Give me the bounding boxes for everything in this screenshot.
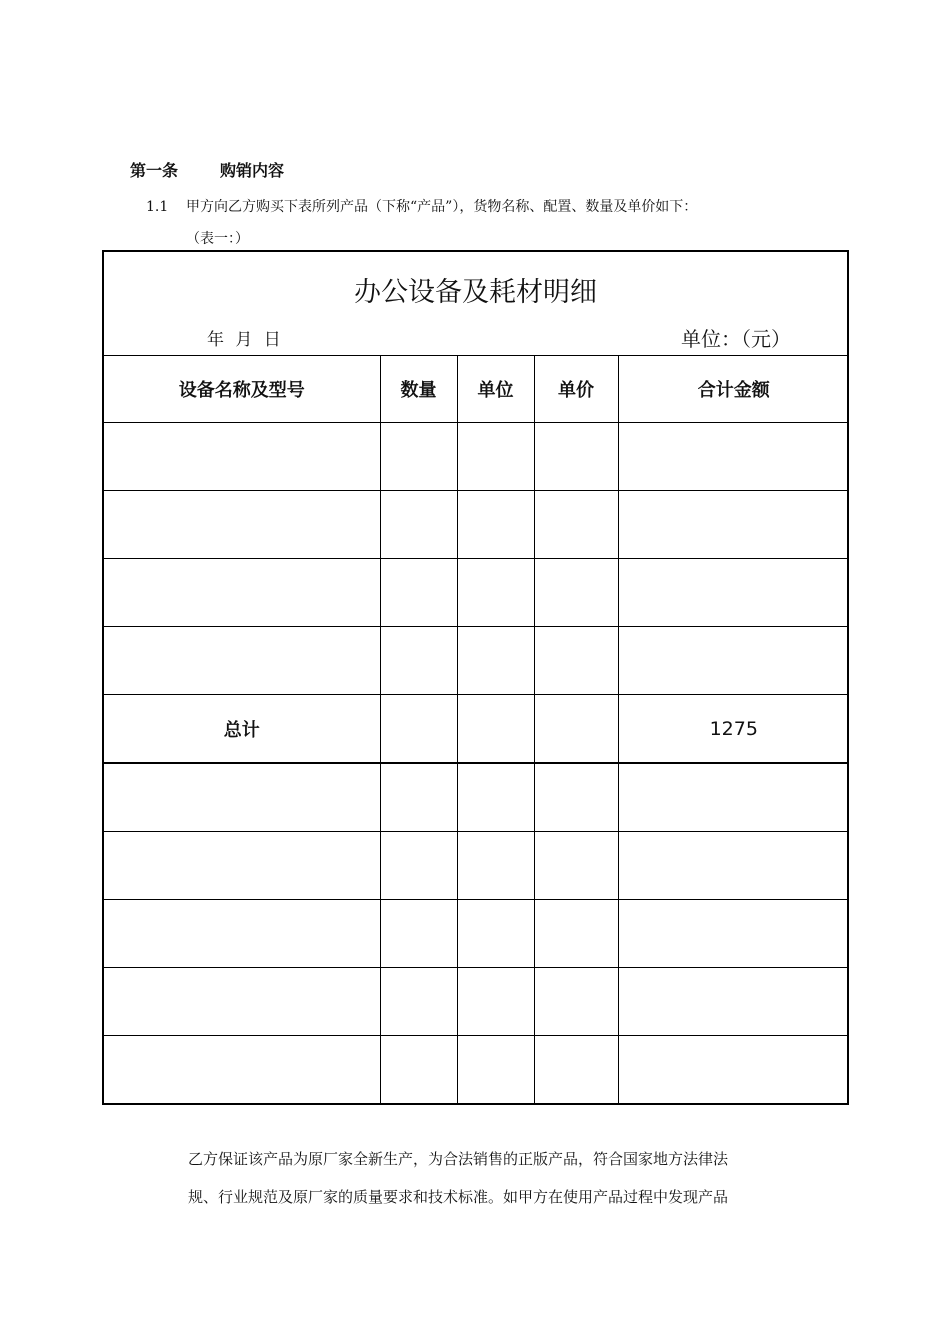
table-cell — [457, 1036, 534, 1104]
section-heading — [130, 158, 284, 181]
table-cell — [534, 763, 618, 832]
table-header-row — [104, 355, 849, 423]
table-cell — [380, 627, 457, 695]
table-date: 年 月 日 — [207, 330, 281, 350]
table-cell — [380, 559, 457, 627]
warranty-paragraph — [188, 1140, 808, 1216]
table-cell — [534, 491, 618, 559]
equipment-table — [102, 250, 849, 1105]
table-cell — [618, 559, 849, 627]
table-cell — [380, 423, 457, 491]
table-cell — [457, 695, 534, 764]
table-row — [104, 627, 849, 695]
table-cell — [534, 1036, 618, 1104]
table-cell: 数量 — [380, 355, 457, 423]
table-title-block — [104, 252, 847, 356]
table-row — [104, 559, 849, 627]
table-note: （表一：） — [186, 231, 249, 247]
total-label: 总计 — [104, 695, 380, 764]
paragraph-line: 规、行业规范及原厂家的质量要求和技术标准。如甲方在使用产品过程中发现产品 — [188, 1188, 729, 1206]
table-cell — [104, 763, 380, 832]
table-cell: 单位 — [457, 355, 534, 423]
table-cell: 单价 — [534, 355, 618, 423]
table-cell — [104, 1036, 380, 1104]
table-cell — [380, 763, 457, 832]
table-row — [104, 1036, 849, 1104]
table-row — [104, 900, 849, 968]
table-title: 办公设备及耗材明细 — [354, 277, 597, 308]
table-cell — [618, 627, 849, 695]
detail-grid — [104, 355, 849, 1103]
table-cell — [457, 559, 534, 627]
table-row — [104, 968, 849, 1036]
table-cell — [534, 559, 618, 627]
table-unit: 单位：（元） — [681, 327, 791, 351]
table-cell — [534, 832, 618, 900]
clause-number: 1.1 — [146, 199, 169, 215]
table-cell — [380, 695, 457, 764]
table-cell — [457, 763, 534, 832]
paragraph-line: 乙方保证该产品为原厂家全新生产，为合法销售的正版产品，符合国家地方法律法 — [188, 1150, 729, 1168]
table-cell — [104, 491, 380, 559]
table-cell — [534, 968, 618, 1036]
section-title: 购销内容 — [220, 161, 285, 180]
table-row — [104, 491, 849, 559]
table-cell — [618, 900, 849, 968]
table-cell — [457, 627, 534, 695]
table-cell — [534, 900, 618, 968]
table-cell — [380, 1036, 457, 1104]
clause-1-1 — [146, 196, 697, 216]
table-cell: 设备名称及型号 — [104, 355, 380, 423]
table-cell — [104, 900, 380, 968]
table-cell — [104, 968, 380, 1036]
table-cell — [618, 423, 849, 491]
table-cell: 合计金额 — [618, 355, 849, 423]
table-cell — [618, 968, 849, 1036]
table-cell — [457, 900, 534, 968]
table-cell — [534, 695, 618, 764]
table-cell — [457, 491, 534, 559]
table-cell — [534, 423, 618, 491]
table-cell — [534, 627, 618, 695]
table-cell — [380, 832, 457, 900]
table-cell — [380, 968, 457, 1036]
table-cell — [380, 900, 457, 968]
clause-text: 甲方向乙方购买下表所列产品（下称“产品”），货物名称、配置、数量及单价如下： — [186, 199, 698, 215]
table-cell — [457, 832, 534, 900]
total-amount: 1275 — [618, 695, 849, 764]
table-row — [104, 763, 849, 832]
table-cell — [457, 423, 534, 491]
table-cell — [104, 559, 380, 627]
table-cell — [618, 832, 849, 900]
table-cell — [104, 627, 380, 695]
table-total-row — [104, 695, 849, 764]
table-cell — [104, 832, 380, 900]
table-cell — [380, 491, 457, 559]
table-cell — [618, 491, 849, 559]
table-row — [104, 832, 849, 900]
table-cell — [618, 1036, 849, 1104]
table-cell — [457, 968, 534, 1036]
table-row — [104, 423, 849, 491]
table-cell — [104, 423, 380, 491]
table-cell — [618, 763, 849, 832]
section-number: 第一条 — [130, 161, 179, 180]
